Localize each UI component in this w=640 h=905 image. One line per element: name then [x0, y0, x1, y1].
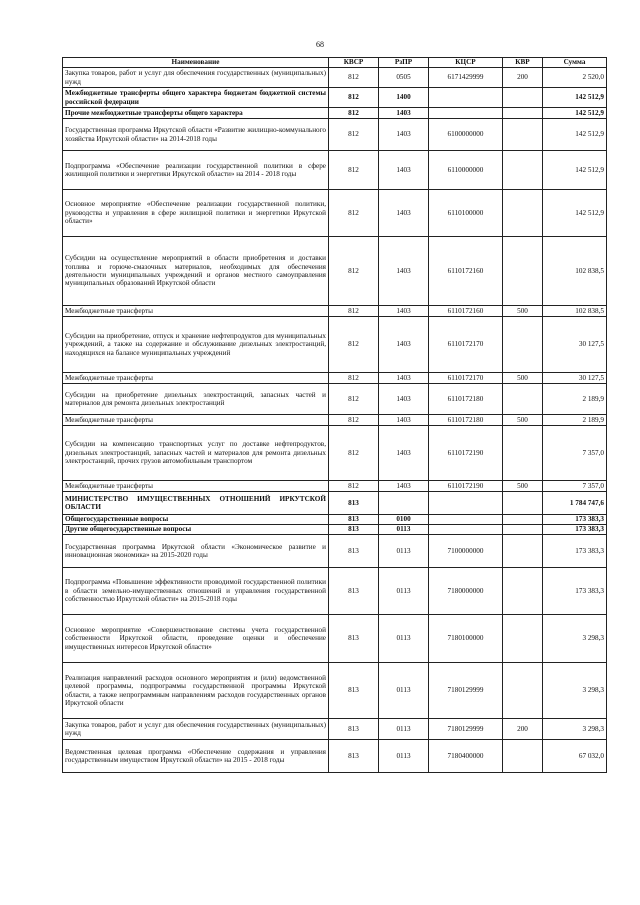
- cell-kcsr: 6110172190: [429, 426, 503, 481]
- cell-name: Субсидии на приобретение дизельных электростанций, запасных частей и материалов для ремонта дизельных электростанций: [63, 384, 329, 415]
- cell-name: Основное мероприятие «Обеспечение реализации государственной политики, руководства и управления в сфере жилищной политики и энергетики Иркутской области»: [63, 190, 329, 237]
- cell-kvr: [503, 525, 543, 535]
- cell-kvsr: 813: [329, 740, 379, 773]
- table-row: [63, 119, 607, 151]
- cell-sum: 102 838,5: [543, 306, 607, 317]
- table-row: [63, 740, 607, 773]
- cell-kvr: [503, 237, 543, 306]
- cell-kvr: [503, 384, 543, 415]
- cell-name: Межбюджетные трансферты: [63, 306, 329, 317]
- cell-kvr: 200: [503, 68, 543, 88]
- cell-kcsr: 6110172160: [429, 237, 503, 306]
- cell-kvr: [503, 88, 543, 108]
- cell-sum: 142 512,9: [543, 151, 607, 190]
- cell-kcsr: 7180129999: [429, 719, 503, 740]
- cell-sum: 173 383,3: [543, 568, 607, 615]
- cell-kcsr: 6110172160: [429, 306, 503, 317]
- cell-rzpr: 1403: [379, 415, 429, 426]
- cell-sum: 173 383,3: [543, 535, 607, 568]
- cell-sum: 142 512,9: [543, 88, 607, 108]
- table-row: [63, 151, 607, 190]
- cell-kvsr: 812: [329, 373, 379, 384]
- cell-kvr: [503, 108, 543, 119]
- cell-kcsr: 6110172190: [429, 481, 503, 492]
- cell-kvsr: 813: [329, 615, 379, 663]
- cell-name: Межбюджетные трансферты: [63, 373, 329, 384]
- cell-kcsr: 6110172170: [429, 373, 503, 384]
- cell-name: Закупка товаров, работ и услуг для обеспечения государственных (муниципальных) нужд: [63, 719, 329, 740]
- cell-rzpr: 1403: [379, 481, 429, 492]
- cell-kvsr: 812: [329, 68, 379, 88]
- cell-name: Реализация направлений расходов основного мероприятия и (или) ведомственной целевой программы, подпрограммы государственной программы Иркутской области, а также непрограммным направлениям расходов государственных органов Иркутской области: [63, 663, 329, 719]
- cell-name: Субсидии на осуществление мероприятий в области приобретения и доставки топлива и горюче-смазочных материалов, необходимых для обеспечения деятельности муниципальных учреждений и органов местного самоуправления муниципальных образований Иркутской области: [63, 237, 329, 306]
- cell-kvsr: 812: [329, 481, 379, 492]
- table-row: [63, 515, 607, 525]
- cell-kvr: [503, 151, 543, 190]
- cell-kvr: 500: [503, 481, 543, 492]
- cell-kvr: [503, 615, 543, 663]
- cell-sum: 142 512,9: [543, 108, 607, 119]
- cell-rzpr: 1403: [379, 373, 429, 384]
- cell-kcsr: 6100000000: [429, 119, 503, 151]
- header-kvsr: КВСР: [329, 58, 379, 68]
- cell-kvr: [503, 317, 543, 373]
- cell-rzpr: 0113: [379, 740, 429, 773]
- cell-kcsr: [429, 492, 503, 515]
- table-row: [63, 535, 607, 568]
- cell-rzpr: 0505: [379, 68, 429, 88]
- cell-kvr: [503, 535, 543, 568]
- cell-sum: 102 838,5: [543, 237, 607, 306]
- cell-kvsr: 812: [329, 317, 379, 373]
- cell-kvsr: 812: [329, 119, 379, 151]
- cell-rzpr: 0113: [379, 535, 429, 568]
- cell-kcsr: [429, 525, 503, 535]
- table-row: [63, 237, 607, 306]
- cell-kvsr: 812: [329, 306, 379, 317]
- cell-rzpr: 0113: [379, 525, 429, 535]
- cell-kvr: [503, 740, 543, 773]
- cell-rzpr: 0100: [379, 515, 429, 525]
- cell-name: Государственная программа Иркутской области «Экономическое развитие и инновационная экономика» на 2015-2020 годы: [63, 535, 329, 568]
- cell-sum: 3 298,3: [543, 615, 607, 663]
- cell-kvsr: 813: [329, 492, 379, 515]
- table-row: [63, 492, 607, 515]
- cell-name: Межбюджетные трансферты общего характера бюджетам бюджетной системы российской федерации: [63, 88, 329, 108]
- table-row: [63, 317, 607, 373]
- cell-name: Субсидии на приобретение, отпуск и хранение нефтепродуктов для муниципальных учреждений, а также на содержание и обслуживание дизельных электростанций, находящихся на балансе муниципальных учреждений: [63, 317, 329, 373]
- page-number: 68: [316, 40, 324, 49]
- cell-sum: 173 383,3: [543, 515, 607, 525]
- cell-kvr: [503, 515, 543, 525]
- table-body: [63, 68, 607, 773]
- cell-name: Подпрограмма «Повышение эффективности проводимой государственной политики в области земельно-имущественных отношений и управления государственной собственностью Иркутской области» на 2015-2018 годы: [63, 568, 329, 615]
- cell-sum: 2 189,9: [543, 415, 607, 426]
- cell-kvsr: 812: [329, 151, 379, 190]
- cell-kvr: [503, 426, 543, 481]
- cell-name: Межбюджетные трансферты: [63, 415, 329, 426]
- table-row: [63, 415, 607, 426]
- cell-sum: 7 357,0: [543, 481, 607, 492]
- cell-rzpr: 0113: [379, 663, 429, 719]
- cell-kvsr: 813: [329, 663, 379, 719]
- cell-kvsr: 812: [329, 108, 379, 119]
- cell-rzpr: [379, 492, 429, 515]
- table-row: [63, 481, 607, 492]
- header-kvr: КВР: [503, 58, 543, 68]
- cell-rzpr: 0113: [379, 719, 429, 740]
- cell-sum: 3 298,3: [543, 663, 607, 719]
- cell-kcsr: 7180000000: [429, 568, 503, 615]
- cell-kcsr: 7100000000: [429, 535, 503, 568]
- cell-rzpr: 0113: [379, 568, 429, 615]
- cell-kcsr: 6110100000: [429, 190, 503, 237]
- cell-sum: 2 520,0: [543, 68, 607, 88]
- cell-rzpr: 1403: [379, 151, 429, 190]
- cell-rzpr: 1403: [379, 190, 429, 237]
- cell-kvr: [503, 119, 543, 151]
- cell-sum: 2 189,9: [543, 384, 607, 415]
- cell-kvr: [503, 663, 543, 719]
- cell-kvsr: 812: [329, 384, 379, 415]
- cell-kcsr: 6110000000: [429, 151, 503, 190]
- cell-kvsr: 812: [329, 190, 379, 237]
- cell-kvsr: 813: [329, 535, 379, 568]
- table-row: [63, 88, 607, 108]
- cell-name: Межбюджетные трансферты: [63, 481, 329, 492]
- cell-name: Закупка товаров, работ и услуг для обеспечения государственных (муниципальных) нужд: [63, 68, 329, 88]
- cell-sum: 1 784 747,6: [543, 492, 607, 515]
- cell-sum: 173 383,3: [543, 525, 607, 535]
- cell-kcsr: [429, 108, 503, 119]
- cell-rzpr: 1403: [379, 317, 429, 373]
- cell-sum: 142 512,9: [543, 190, 607, 237]
- cell-name: Основное мероприятие «Совершенствование системы учета государственной собственности Иркутской области, проведение оценки и обеспечение имущественных интересов Иркутской области»: [63, 615, 329, 663]
- cell-kcsr: 7180400000: [429, 740, 503, 773]
- cell-kvsr: 812: [329, 415, 379, 426]
- header-rzpr: РзПР: [379, 58, 429, 68]
- cell-kcsr: 6171429999: [429, 68, 503, 88]
- cell-sum: 3 298,3: [543, 719, 607, 740]
- cell-kvsr: 812: [329, 88, 379, 108]
- table-row: [63, 384, 607, 415]
- table-header-row: [63, 58, 607, 68]
- cell-kvr: 500: [503, 373, 543, 384]
- cell-rzpr: 0113: [379, 615, 429, 663]
- cell-kvsr: 812: [329, 426, 379, 481]
- table-row: [63, 525, 607, 535]
- table-row: [63, 108, 607, 119]
- cell-kcsr: 7180100000: [429, 615, 503, 663]
- table-row: [63, 426, 607, 481]
- cell-name: Прочие межбюджетные трансферты общего характера: [63, 108, 329, 119]
- cell-kcsr: [429, 515, 503, 525]
- table-row: [63, 68, 607, 88]
- table-row: [63, 615, 607, 663]
- cell-name: Ведомственная целевая программа «Обеспечение содержания и управления государственным имуществом Иркутской области» на 2015 - 2018 годы: [63, 740, 329, 773]
- cell-kcsr: [429, 88, 503, 108]
- cell-kvsr: 812: [329, 237, 379, 306]
- cell-kvr: [503, 492, 543, 515]
- cell-kcsr: 7180129999: [429, 663, 503, 719]
- cell-rzpr: 1403: [379, 384, 429, 415]
- cell-kvsr: 813: [329, 515, 379, 525]
- cell-kvsr: 813: [329, 568, 379, 615]
- header-name: Наименование: [63, 58, 329, 68]
- cell-kvr: 500: [503, 415, 543, 426]
- cell-rzpr: 1400: [379, 88, 429, 108]
- cell-sum: 142 512,9: [543, 119, 607, 151]
- cell-kvr: 500: [503, 306, 543, 317]
- header-kcsr: КЦСР: [429, 58, 503, 68]
- cell-kcsr: 6110172180: [429, 384, 503, 415]
- cell-sum: 7 357,0: [543, 426, 607, 481]
- cell-name: Субсидии на компенсацию транспортных услуг по доставке нефтепродуктов, дизельных электростанций, запасных частей и материалов для ремонта дизельных электростанций, прочих грузов автомобильным транспортом: [63, 426, 329, 481]
- table-row: [63, 663, 607, 719]
- cell-kvr: [503, 568, 543, 615]
- cell-kvsr: 813: [329, 525, 379, 535]
- header-sum: Сумма: [543, 58, 607, 68]
- cell-rzpr: 1403: [379, 108, 429, 119]
- cell-rzpr: 1403: [379, 237, 429, 306]
- table-row: [63, 719, 607, 740]
- cell-kcsr: 6110172170: [429, 317, 503, 373]
- cell-name: Другие общегосударственные вопросы: [63, 525, 329, 535]
- cell-name: Государственная программа Иркутской области «Развитие жилищно-коммунального хозяйства Иркутской области» на 2014-2018 годы: [63, 119, 329, 151]
- cell-kvsr: 813: [329, 719, 379, 740]
- table-row: [63, 568, 607, 615]
- cell-name: МИНИСТЕРСТВО ИМУЩЕСТВЕННЫХ ОТНОШЕНИЙ ИРКУТСКОЙ ОБЛАСТИ: [63, 492, 329, 515]
- cell-kvr: 200: [503, 719, 543, 740]
- cell-name: Общегосударственные вопросы: [63, 515, 329, 525]
- table-row: [63, 306, 607, 317]
- table-row: [63, 190, 607, 237]
- cell-name: Подпрограмма «Обеспечение реализации государственной политики в сфере жилищной политики и энергетики Иркутской области» на 2014 - 2018 годы: [63, 151, 329, 190]
- cell-kvr: [503, 190, 543, 237]
- cell-sum: 30 127,5: [543, 317, 607, 373]
- cell-sum: 30 127,5: [543, 373, 607, 384]
- cell-rzpr: 1403: [379, 306, 429, 317]
- budget-table: [62, 57, 607, 773]
- cell-kcsr: 6110172180: [429, 415, 503, 426]
- cell-rzpr: 1403: [379, 426, 429, 481]
- cell-rzpr: 1403: [379, 119, 429, 151]
- table-row: [63, 373, 607, 384]
- cell-sum: 67 032,0: [543, 740, 607, 773]
